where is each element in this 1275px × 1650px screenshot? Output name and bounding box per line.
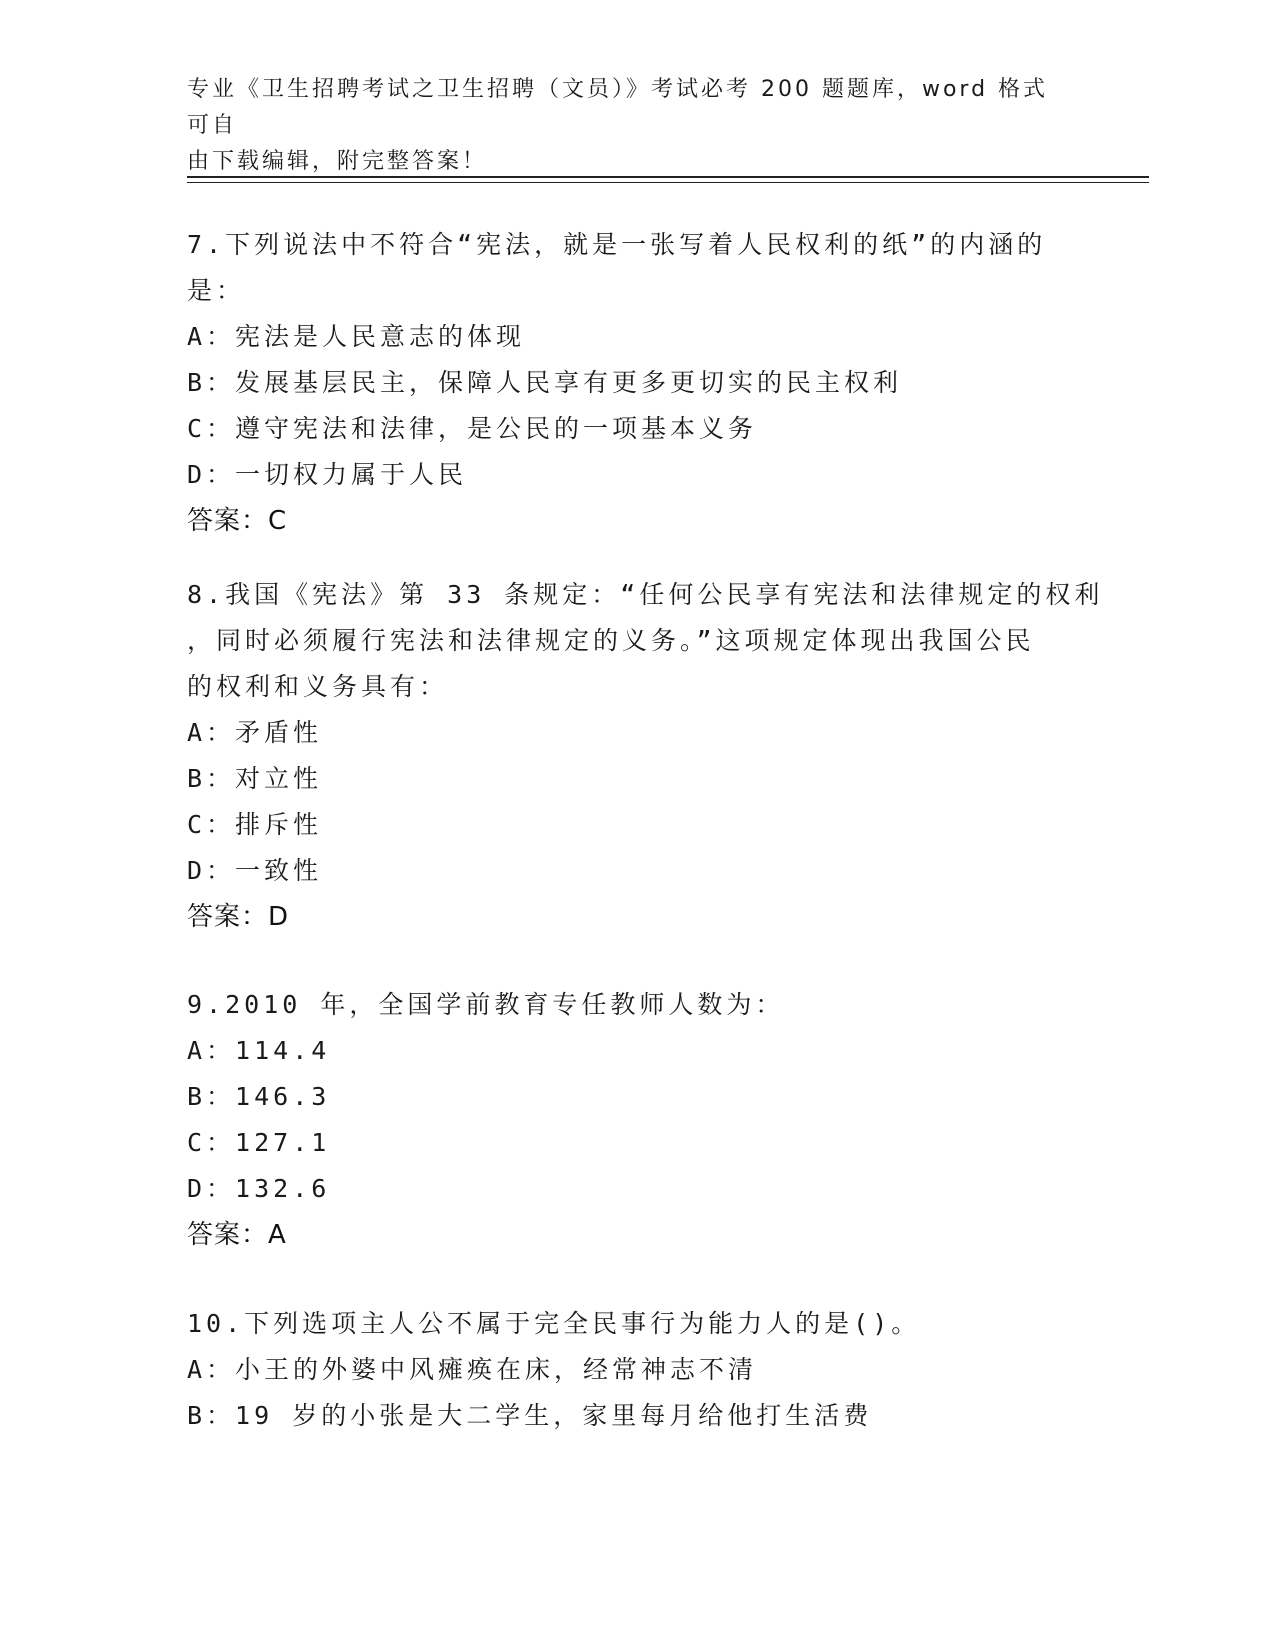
header-line-2: 由下载编辑，附完整答案！ [187, 149, 488, 174]
option-d: D：一切权力属于人民 [187, 460, 468, 489]
question-9 [187, 982, 784, 1258]
option-c: C：排斥性 [187, 810, 323, 839]
question-text-line: 的权利和义务具有： [187, 672, 449, 701]
answer-line: 答案：A [187, 1220, 287, 1250]
document-header [187, 72, 1067, 180]
question-text-line: ，同时必须履行宪法和法律规定的义务。”这项规定体现出我国公民 [187, 626, 1035, 655]
question-8 [187, 572, 1103, 940]
option-d: D：一致性 [187, 856, 323, 885]
option-b: B：对立性 [187, 764, 323, 793]
question-10 [187, 1301, 920, 1439]
question-text-line: 10.下列选项主人公不属于完全民事行为能力人的是()。 [187, 1309, 921, 1338]
option-a: A：114.4 [187, 1036, 331, 1065]
question-text-line: 9.2010 年，全国学前教育专任教师人数为： [187, 990, 785, 1019]
question-7 [187, 222, 1046, 544]
option-c: C：遵守宪法和法律，是公民的一项基本义务 [187, 414, 758, 443]
header-divider-thin [187, 182, 1149, 183]
answer-line: 答案：D [187, 902, 290, 932]
header-divider-thick [187, 176, 1149, 178]
question-text-line: 8.我国《宪法》第 33 条规定：“任何公民享有宪法和法律规定的权利 [187, 580, 1104, 609]
option-c: C：127.1 [187, 1128, 331, 1157]
answer-line: 答案：C [187, 506, 288, 536]
option-b: B：146.3 [187, 1082, 331, 1111]
option-a: A：矛盾性 [187, 718, 323, 747]
question-text-line: 是： [187, 276, 246, 305]
option-d: D：132.6 [187, 1174, 331, 1203]
option-b: B：发展基层民主，保障人民享有更多更切实的民主权利 [187, 368, 903, 397]
question-text-line: 7.下列说法中不符合“宪法，就是一张写着人民权利的纸”的内涵的 [187, 230, 1047, 259]
option-a: A：宪法是人民意志的体现 [187, 322, 526, 351]
option-b: B：19 岁的小张是大二学生，家里每月给他打生活费 [187, 1401, 873, 1430]
option-a: A：小王的外婆中风瘫痪在床，经常神志不清 [187, 1355, 758, 1384]
header-line-1: 专业《卫生招聘考试之卫生招聘（文员）》考试必考 200 题题库，word 格式可自 [187, 77, 1049, 138]
